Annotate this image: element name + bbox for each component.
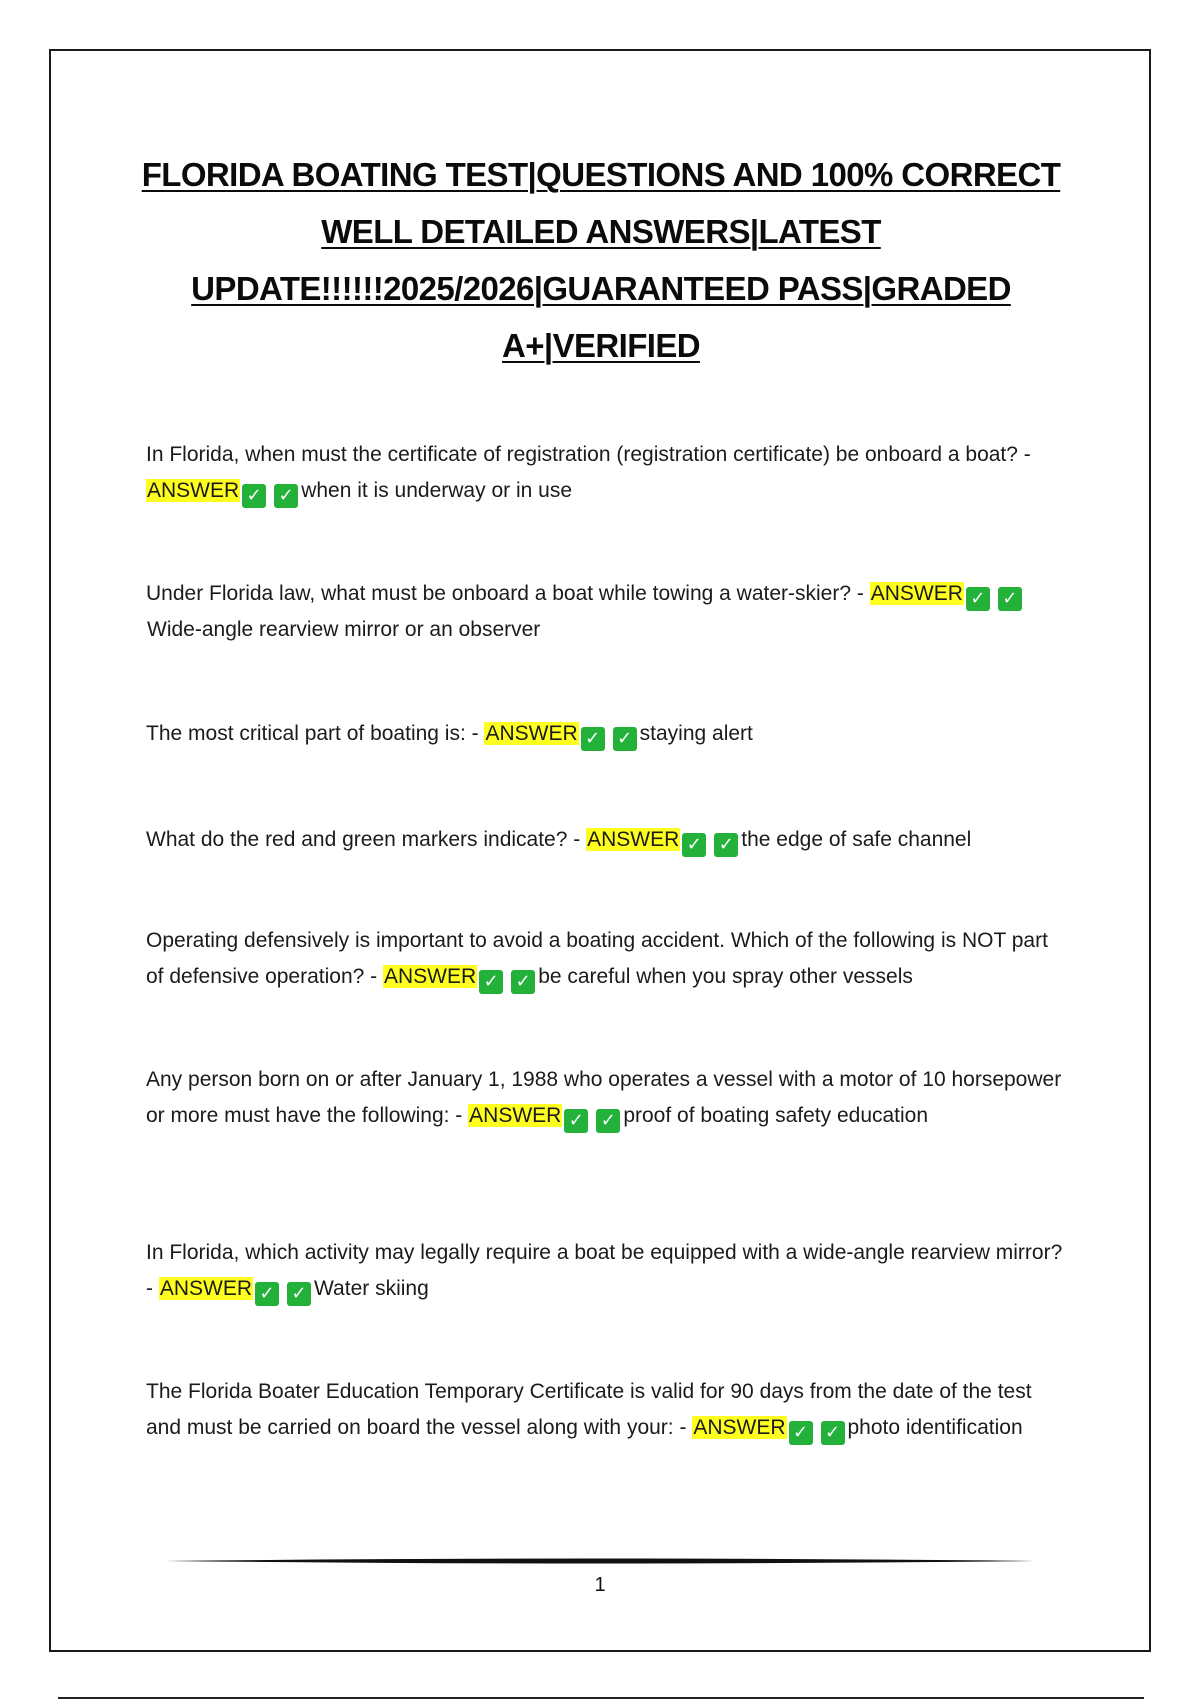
check-mark-icon: ✓ [966,587,990,611]
question-text: What do the red and green markers indicate? - [146,828,587,851]
answer-text: photo identification [847,1416,1023,1439]
qa-item [146,1374,1066,1446]
check-mark-icon: ✓ [714,833,738,857]
check-mark-icon: ✓ [682,833,706,857]
qa-item [146,822,1066,858]
answer-highlight: ANSWER [485,722,578,745]
answer-highlight: ANSWER [384,965,477,988]
question-text: Operating defensively is important to avoid a boating accident. Which of the following is NOT part of defensive operation? - [146,929,1048,988]
answer-text: the edge of safe channel [741,828,972,851]
answer-text: proof of boating safety education [623,1104,929,1127]
footer-divider [165,1557,1035,1565]
check-mark-icon: ✓ [255,1282,279,1306]
qa-item [146,1062,1066,1134]
question-text: The most critical part of boating is: - [146,722,485,745]
check-mark-icon: ✓ [581,727,605,751]
qa-item [146,437,1066,509]
answer-highlight: ANSWER [147,479,240,502]
check-mark-icon: ✓ [821,1421,845,1445]
check-mark-icon: ✓ [613,727,637,751]
answer-highlight: ANSWER [587,828,680,851]
answer-text: Water skiing [314,1277,429,1300]
check-mark-icon: ✓ [511,970,535,994]
question-text: Under Florida law, what must be onboard a boat while towing a water-skier? - [146,582,870,605]
answer-text: be careful when you spray other vessels [538,965,913,988]
question-text: In Florida, when must the certificate of registration (registration certificate) be onboard a boat? - [146,443,1031,466]
qa-item [146,1235,1066,1307]
question-text: The Florida Boater Education Temporary Certificate is valid for 90 days from the date of the test and must be carried on board the vessel along with your: - [146,1380,1032,1439]
check-mark-icon: ✓ [274,484,298,508]
answer-text: when it is underway or in use [301,479,572,502]
answer-highlight: ANSWER [469,1104,562,1127]
answer-text: Wide-angle rearview mirror or an observer [147,618,541,641]
question-text: Any person born on or after January 1, 1988 who operates a vessel with a motor of 10 horsepower or more must have the following: - [146,1068,1062,1127]
answer-highlight: ANSWER [693,1416,786,1439]
question-text: In Florida, which activity may legally require a boat be equipped with a wide-angle rearview mirror? - [146,1241,1063,1300]
answer-text: staying alert [639,722,753,745]
check-mark-icon: ✓ [242,484,266,508]
check-mark-icon: ✓ [287,1282,311,1306]
next-page-edge [58,1697,1144,1699]
qa-item [146,716,1066,752]
check-mark-icon: ✓ [998,587,1022,611]
qa-item [146,923,1066,995]
page-number: 1 [594,1574,606,1596]
answer-highlight: ANSWER [159,1277,253,1300]
answer-highlight: ANSWER [870,582,963,605]
check-mark-icon: ✓ [564,1109,588,1133]
check-mark-icon: ✓ [596,1109,620,1133]
check-mark-icon: ✓ [479,970,503,994]
check-mark-icon: ✓ [789,1421,813,1445]
document-title: FLORIDA BOATING TEST|QUESTIONS AND 100% CORRECT WELL DETAILED ANSWERS|LATEST UPDATE!!!!!!2025/2026|GUARANTEED PASS|GRADED A+|VERIFIED [141,156,1061,364]
qa-item [146,576,1066,648]
